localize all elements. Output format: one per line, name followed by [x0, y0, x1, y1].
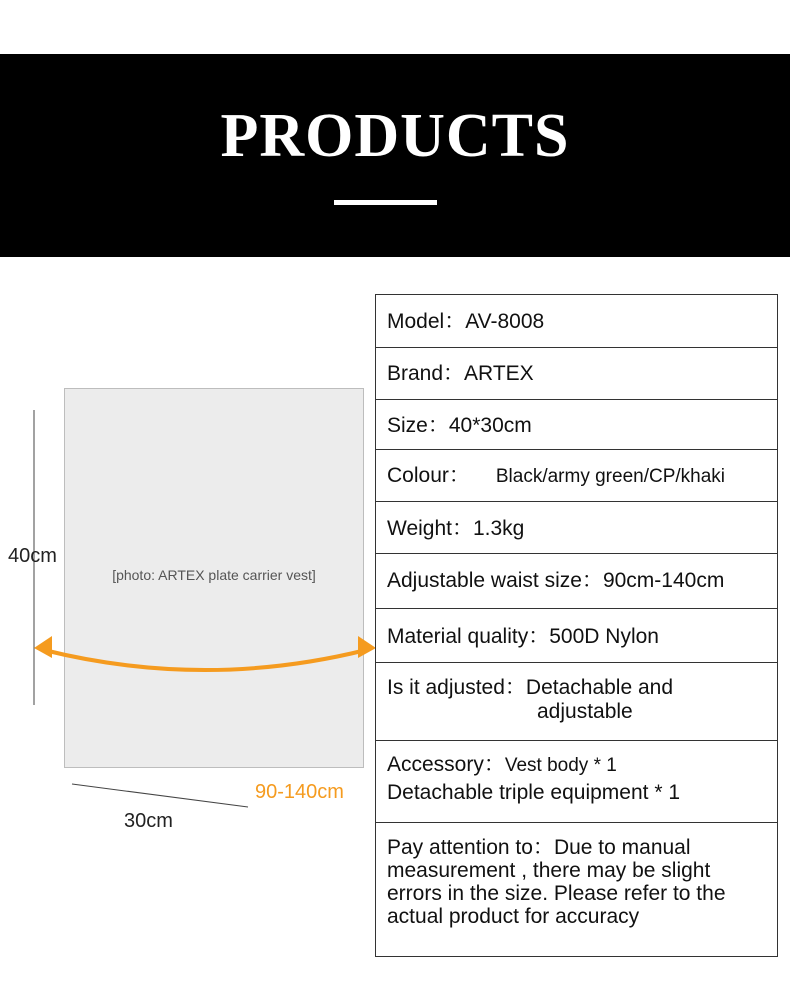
page-title: PRODUCTS	[220, 102, 570, 170]
waist-dimension-label: 90-140cm	[255, 781, 344, 803]
spec-row-waist	[376, 554, 777, 609]
spec-label-waist: Adjustable waist size：	[387, 569, 603, 592]
waist-arrow-right-head	[358, 636, 376, 658]
width-dimension-label: 30cm	[124, 810, 173, 832]
spec-row-adjusted	[376, 663, 777, 741]
spec-row-material	[376, 609, 777, 663]
spec-value-waist: 90cm-140cm	[602, 569, 725, 592]
spec-label-attention: Pay attention to：	[387, 836, 554, 859]
spec-value-brand: ARTEX	[464, 362, 534, 385]
spec-value-colour: Black/army green/CP/khaki	[495, 466, 726, 487]
spec-row-size	[376, 400, 777, 450]
product-image-label: [photo: ARTEX plate carrier vest]	[112, 567, 316, 583]
spec-value-accessory-line1: Vest body * 1	[504, 755, 617, 776]
spec-label-brand: Brand：	[387, 362, 465, 385]
spec-label-colour: Colour：	[387, 464, 470, 487]
spec-label-model: Model：	[387, 310, 466, 333]
spec-row-brand	[376, 348, 777, 400]
spec-value-weight: 1.3kg	[472, 517, 525, 540]
spec-row-accessory	[376, 741, 777, 823]
spec-value-size: 40*30cm	[448, 414, 532, 437]
spec-label-weight: Weight：	[387, 517, 473, 540]
spec-value-adjusted-line2: adjustable	[537, 700, 633, 723]
spec-row-colour	[376, 450, 777, 502]
spec-label-material: Material quality：	[387, 625, 550, 648]
spec-value-adjusted-line1: Detachable and	[525, 676, 674, 699]
spec-label-accessory: Accessory：	[387, 753, 505, 776]
spec-row-weight	[376, 502, 777, 554]
waist-arrow-arc	[44, 650, 366, 670]
spec-value-model: AV-8008	[465, 310, 545, 333]
spec-value-accessory-line2: Detachable triple equipment * 1	[387, 781, 681, 804]
spec-value-attention: Due to manual measurement , there may be slight errors in the size. Please refer to the actual product for accuracy	[387, 836, 726, 928]
spec-label-adjusted: Is it adjusted：	[387, 676, 526, 699]
spec-row-model	[376, 295, 777, 348]
waist-arrow-left-head	[34, 636, 52, 658]
spec-label-size: Size：	[387, 414, 449, 437]
width-line	[72, 784, 248, 807]
spec-table	[375, 294, 778, 957]
spec-value-material: 500D Nylon	[549, 625, 659, 648]
height-dimension-label: 40cm	[8, 545, 57, 567]
spec-row-attention	[376, 823, 777, 956]
